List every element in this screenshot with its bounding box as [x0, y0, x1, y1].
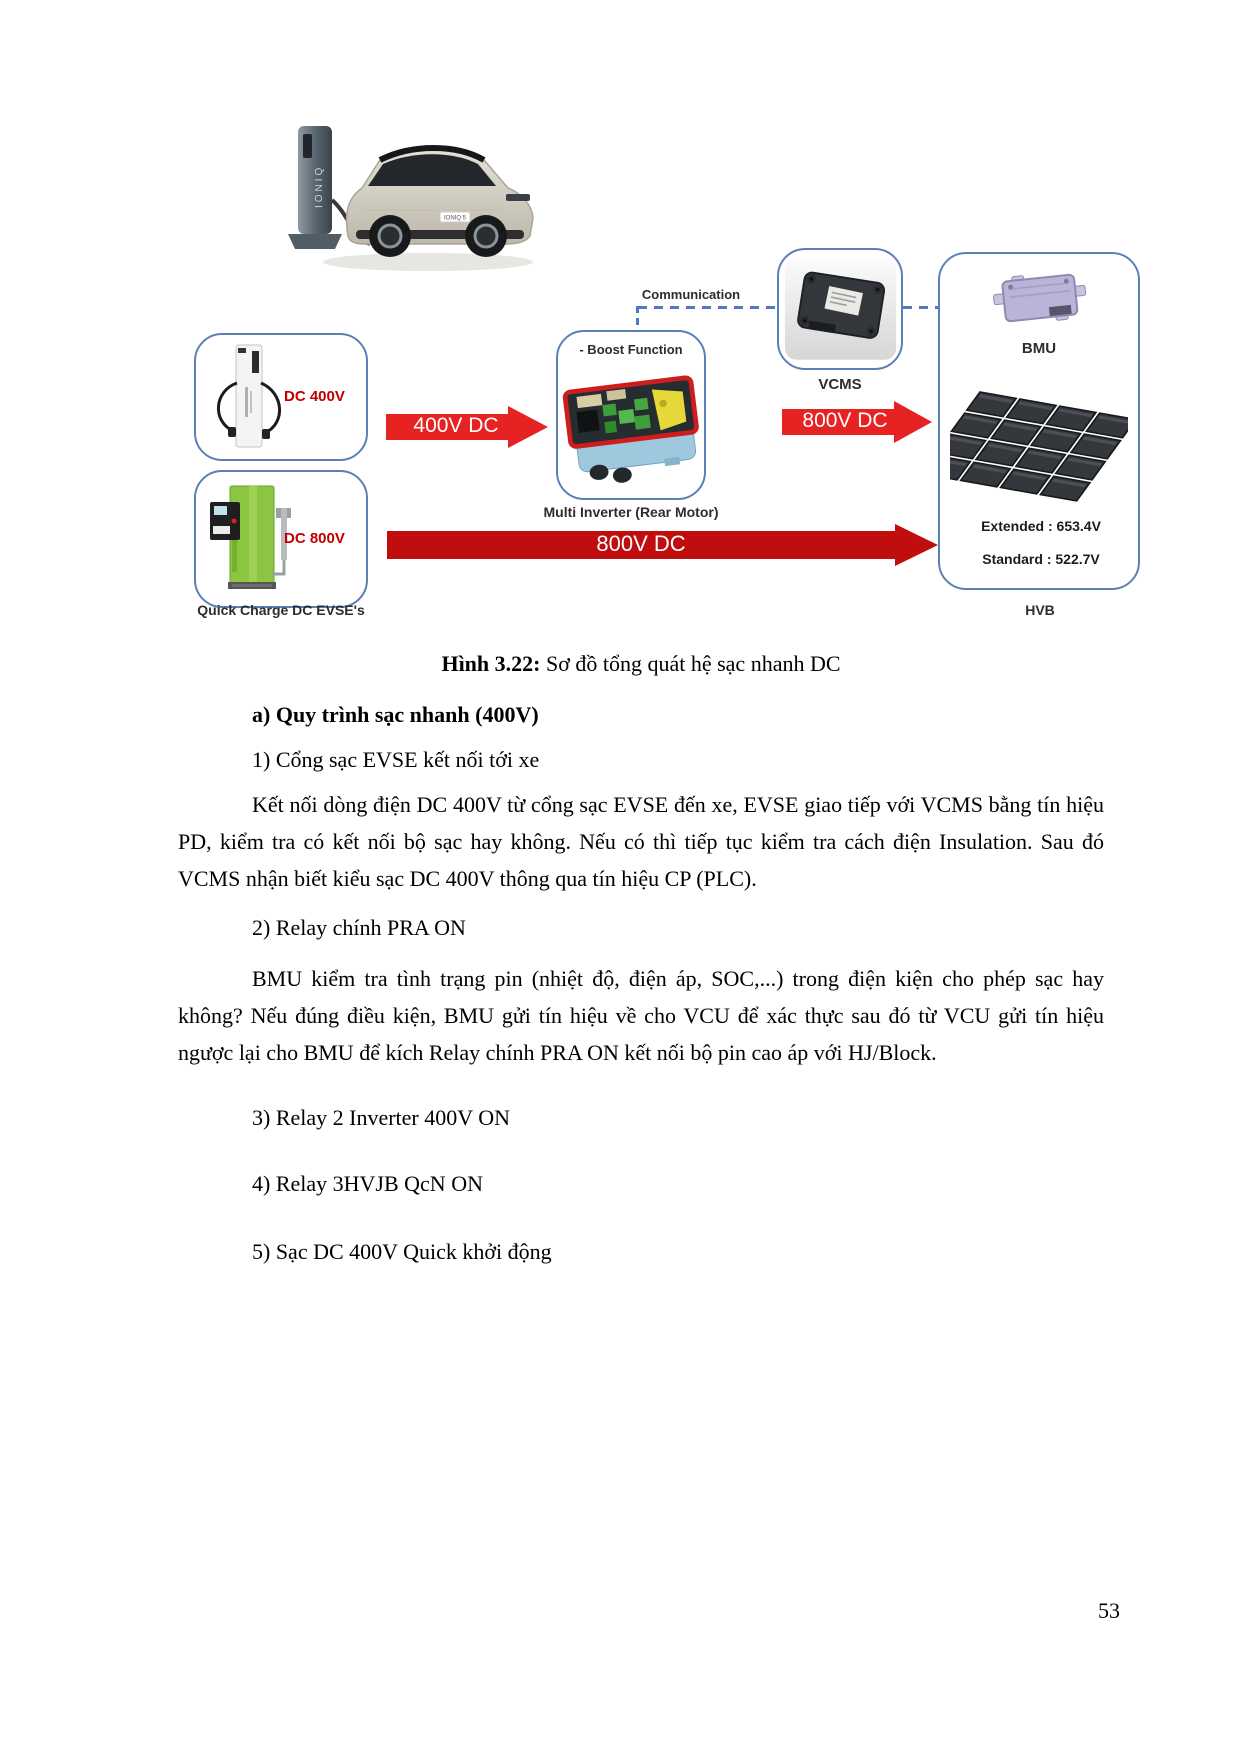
standard-voltage-label: Standard : 522.7V: [982, 551, 1100, 567]
extended-voltage-label: Extended : 653.4V: [981, 518, 1101, 534]
arrow-800v-dc-top: [782, 401, 932, 443]
dc400-charger-icon: [204, 341, 294, 456]
car-charging-photo: [248, 108, 540, 286]
arrow-800v-dc-bottom: [387, 524, 938, 566]
vcms-ecu-icon: [783, 254, 898, 364]
dc800-charger-icon: [202, 480, 297, 598]
dc800-label: DC 800V: [284, 530, 345, 547]
multi-inverter-label: Multi Inverter (Rear Motor): [543, 504, 719, 520]
vcms-box: [777, 248, 903, 370]
heading-a: a) Quy trình sạc nhanh (400V): [252, 702, 539, 727]
arrow-800v-dc-bottom-label: 800V DC: [596, 531, 686, 556]
car-badge-text: IONIQ 5: [443, 215, 467, 222]
communication-dash-vertical: [636, 306, 639, 332]
list-item-3: 3) Relay 2 Inverter 400V ON: [252, 1105, 511, 1130]
bmu-ecu-icon: [990, 268, 1090, 330]
arrow-400v-dc: [386, 406, 548, 448]
hvb-box: [938, 252, 1140, 590]
inverter-icon: [562, 366, 704, 494]
list-item-2: 2) Relay chính PRA ON: [252, 915, 466, 940]
page-number: 53: [1098, 1598, 1120, 1623]
communication-label: Communication: [641, 287, 741, 302]
dc400-evse-box: [194, 333, 368, 461]
body-text: [178, 645, 1104, 1270]
figure-caption-number: Hình 3.22:: [441, 651, 541, 676]
battery-pack-icon: [950, 376, 1128, 510]
figure-caption: [178, 645, 1104, 682]
arrow-800v-dc-top-label: 800V DC: [802, 409, 888, 432]
charging-station-icon: [288, 126, 342, 249]
bmu-label: BMU: [1021, 340, 1057, 357]
dc400-label: DC 400V: [284, 388, 345, 405]
arrow-400v-dc-label: 400V DC: [413, 414, 499, 437]
evse-group-label: Quick Charge DC EVSE's: [197, 602, 365, 618]
figure-caption-text: Sơ đồ tổng quát hệ sạc nhanh DC: [540, 651, 841, 676]
car-icon: [347, 148, 533, 257]
paragraph-2: BMU kiểm tra tình trạng pin (nhiệt độ, điện áp, SOC,...) trong điện kiện cho phép sạc hay không? Nếu đúng điều kiện, BMU gửi tín hiệu về cho VCU để xác thực sau đó từ VCU gửi tín hiệu ngược lại cho BMU để kích Relay chính PRA ON kết nối bộ pin cao áp với HJ/Block.: [178, 966, 1104, 1065]
communication-dash-right: [903, 306, 940, 309]
list-item-4: 4) Relay 3HVJB QcN ON: [252, 1171, 483, 1196]
station-brand-text: IONIQ: [314, 164, 325, 208]
dc800-evse-box: [194, 470, 368, 608]
hvb-label: HVB: [1025, 602, 1055, 618]
vcms-label: VCMS: [818, 376, 862, 393]
list-item-1: 1) Cổng sạc EVSE kết nối tới xe: [252, 747, 540, 772]
figure-3-22: [0, 0, 1241, 648]
list-item-5: 5) Sạc DC 400V Quick khởi động: [252, 1239, 552, 1264]
paragraph-1: Kết nối dòng điện DC 400V từ cổng sạc EVSE đến xe, EVSE giao tiếp với VCMS bằng tín hiệu PD, kiểm tra có kết nối bộ sạc hay không. Nếu có thì tiếp tục kiểm tra cách điện Insulation. Sau đó VCMS nhận biết kiểu sạc DC 400V thông qua tín hiệu CP (PLC).: [178, 792, 1104, 891]
communication-dash-left: [638, 306, 777, 309]
boost-function-label: - Boost Function: [579, 342, 683, 357]
car-shadow: [323, 253, 533, 271]
multi-inverter-box: [556, 330, 706, 500]
